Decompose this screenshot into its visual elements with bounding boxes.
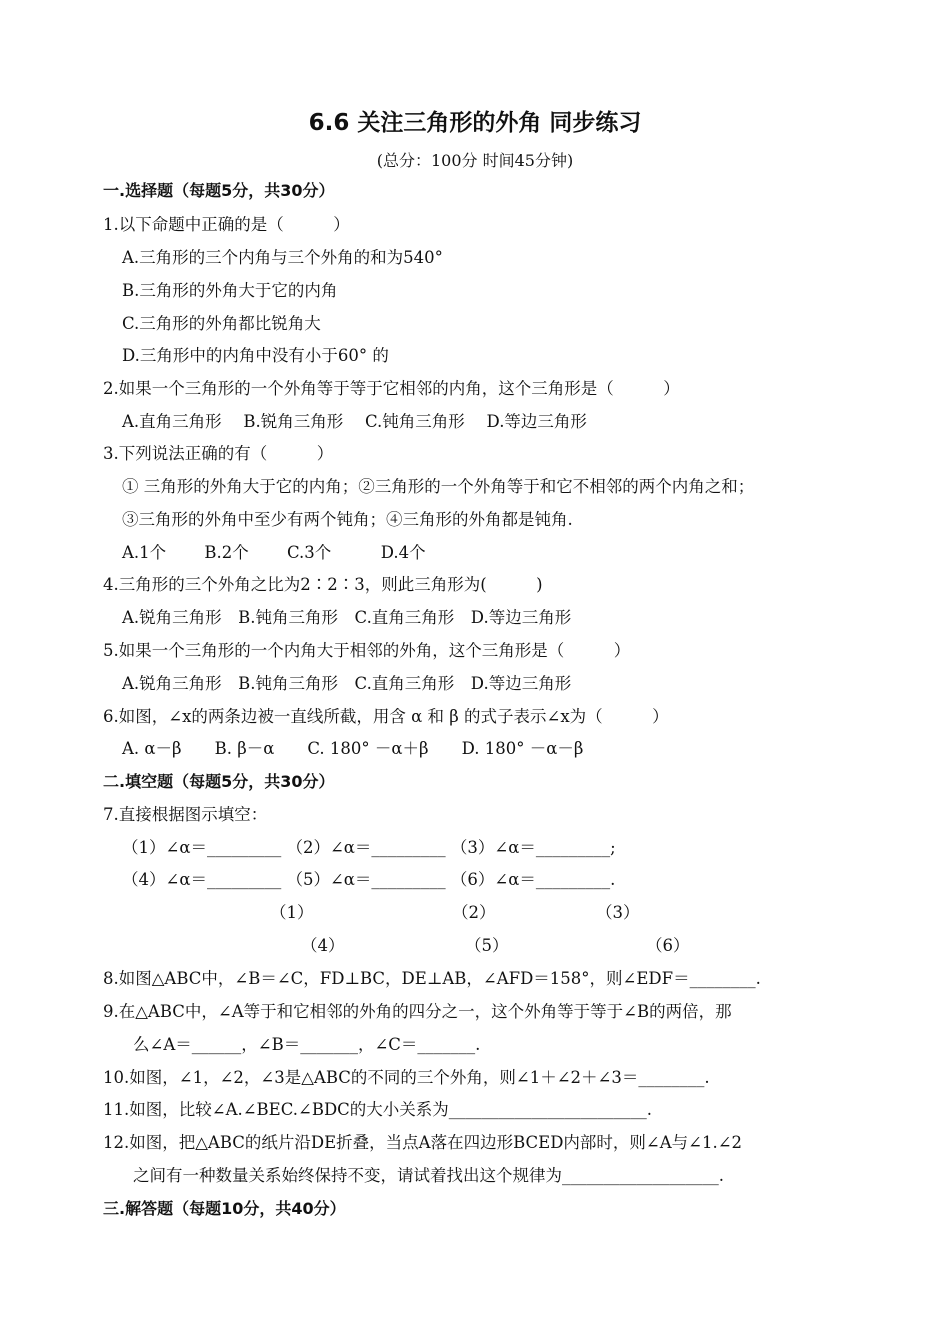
figure-label-3: （3） — [596, 903, 640, 922]
question-1-option-a: A.三角形的三个内角与三个外角的和为540° — [122, 248, 443, 267]
section-heading-answer: 三.解答题（每题10分，共40分） — [103, 1199, 346, 1218]
section-heading-choice: 一.选择题（每题5分，共30分） — [103, 181, 335, 200]
question-5-options: A.锐角三角形 B.钝角三角形 C.直角三角形 D.等边三角形 — [122, 674, 572, 693]
question-7-blanks-row-1: （1）∠α＝_________ （2）∠α＝_________ （3）∠α＝_________; — [122, 838, 616, 857]
page-subtitle: (总分：100分 时间45分钟) — [376, 151, 574, 170]
figure-label-2: （2） — [452, 903, 496, 922]
question-9-line-2: 么∠A＝______，∠B＝_______，∠C＝_______. — [133, 1035, 481, 1054]
question-3-stem: 3.下列说法正确的有（ ） — [103, 444, 334, 463]
question-9-line-1: 9.在△ABC中，∠A等于和它相邻的外角的四分之一，这个外角等于等于∠B的两倍，那 — [103, 1002, 732, 1021]
question-11: 11.如图，比较∠A.∠BEC.∠BDC的大小关系为________________________. — [103, 1100, 653, 1119]
question-12-line-2: 之间有一种数量关系始终保持不变，请试着找出这个规律为___________________. — [133, 1166, 724, 1185]
figure-label-6: （6） — [646, 936, 690, 955]
question-6-stem: 6.如图，∠x的两条边被一直线所截，用含 α 和 β 的式子表示∠x为（ ） — [103, 707, 669, 726]
question-5-stem: 5.如果一个三角形的一个内角大于相邻的外角，这个三角形是（ ） — [103, 641, 631, 660]
question-1-option-d: D.三角形中的内角中没有小于60° 的 — [122, 346, 389, 365]
question-3-statement-line-1: ① 三角形的外角大于它的内角；②三角形的一个外角等于和它不相邻的两个内角之和； — [122, 477, 755, 496]
question-6-options: A. α－β B. β－α C. 180° －α＋β D. 180° －α－β — [122, 739, 584, 758]
figure-label-5: （5） — [465, 936, 509, 955]
section-heading-fill: 二.填空题（每题5分，共30分） — [103, 772, 335, 791]
question-1-option-b: B.三角形的外角大于它的内角 — [122, 281, 338, 300]
question-8: 8.如图△ABC中，∠B＝∠C，FD⊥BC，DE⊥AB，∠AFD＝158°，则∠EDF＝________. — [103, 969, 761, 988]
question-12-line-1: 12.如图，把△ABC的纸片沿DE折叠，当点A落在四边形BCED内部时，则∠A与∠1.∠2 — [103, 1133, 743, 1152]
question-7-blanks-row-2: （4）∠α＝_________ （5）∠α＝_________ （6）∠α＝_________. — [122, 870, 616, 889]
question-4-options: A.锐角三角形 B.钝角三角形 C.直角三角形 D.等边三角形 — [122, 608, 572, 627]
question-10: 10.如图，∠1，∠2，∠3是△ABC的不同的三个外角，则∠1＋∠2＋∠3＝________. — [103, 1068, 710, 1087]
question-3-statement-line-2: ③三角形的外角中至少有两个钝角；④三角形的外角都是钝角. — [122, 510, 573, 529]
question-7-stem: 7.直接根据图示填空： — [103, 805, 268, 824]
question-2-options: A.直角三角形 B.锐角三角形 C.钝角三角形 D.等边三角形 — [122, 412, 587, 431]
question-2-stem: 2.如果一个三角形的一个外角等于等于它相邻的内角，这个三角形是（ ） — [103, 379, 680, 398]
page-title: 6.6 关注三角形的外角 同步练习 — [308, 110, 642, 136]
question-1-option-c: C.三角形的外角都比锐角大 — [122, 314, 321, 333]
question-4-stem: 4.三角形的三个外角之比为2∶2∶3，则此三角形为( ) — [103, 575, 543, 594]
question-3-options: A.1个 B.2个 C.3个 D.4个 — [122, 543, 426, 562]
question-1-stem: 1.以下命题中正确的是（ ） — [103, 215, 350, 234]
figure-label-4: （4） — [301, 936, 345, 955]
figure-label-1: （1） — [270, 903, 314, 922]
